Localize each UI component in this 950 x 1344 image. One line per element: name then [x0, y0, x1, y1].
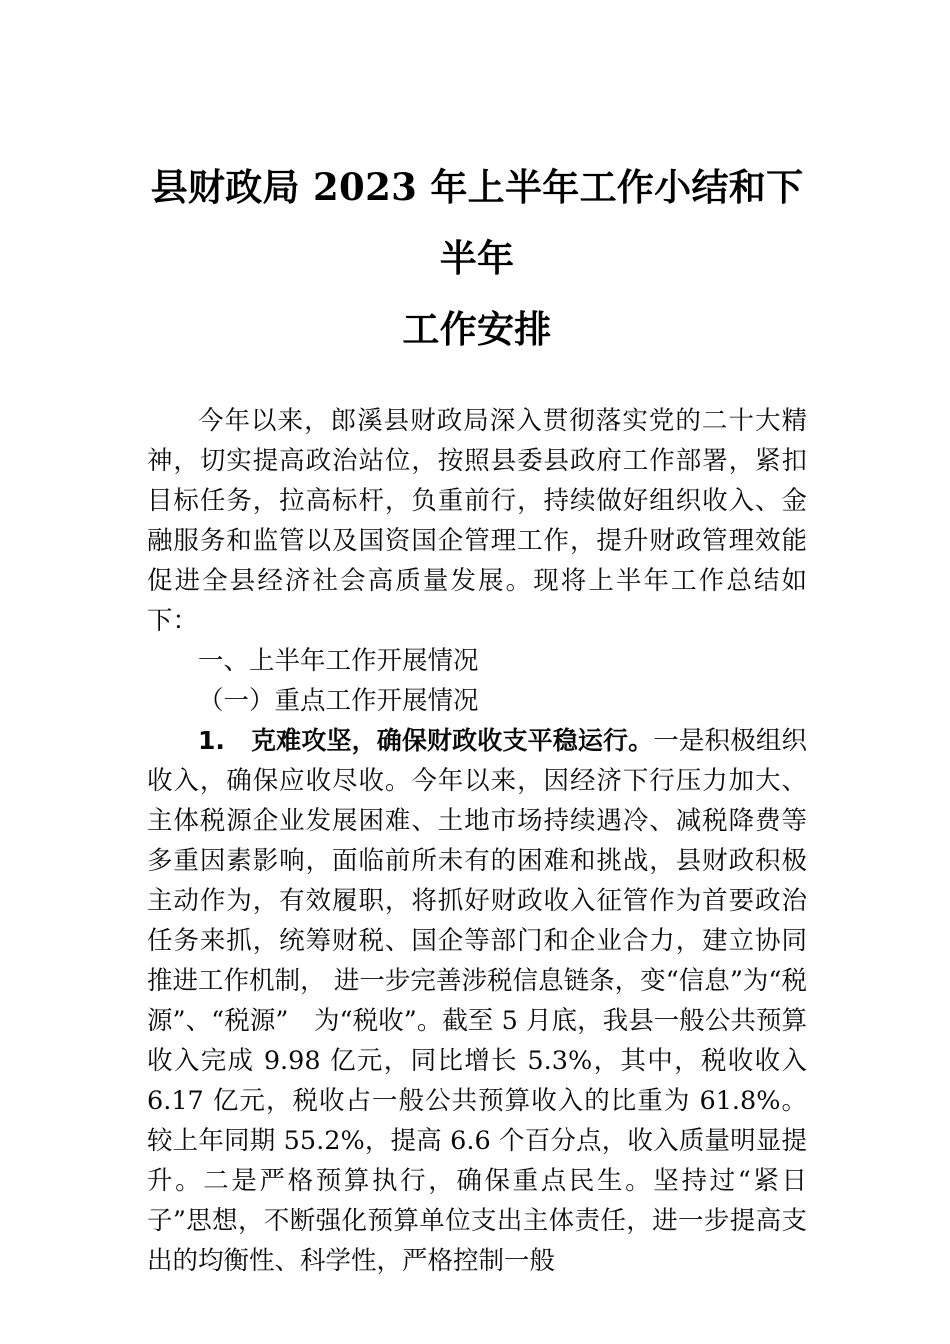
paragraph-intro: 今年以来，郎溪县财政局深入贯彻落实党的二十大精神，切实提高政治站位，按照县委县政府工作部署，紧扣目标任务，拉高标杆，负重前行，持续做好组织收入、金融服务和监管以及国资国企管理工作，提升财政管理效能促进全县经济社会高质量发展。现将上半年工作总结如下：	[147, 406, 807, 636]
document-content-column	[147, 0, 807, 1281]
document-body	[147, 401, 807, 1281]
heading-section-one: 一、上半年工作开展情况	[198, 646, 479, 676]
document-title-line-1: 县财政局 2023 年上半年工作小结和下半年	[150, 165, 804, 280]
paragraph-item-1	[147, 721, 807, 1281]
document-title-line-2: 工作安排	[402, 307, 552, 351]
heading-subsection-one: （一）重点工作开展情况	[198, 686, 479, 716]
item-1-label	[198, 726, 653, 755]
item-1-body-text: 一是积极组织收入，确保应收尽收。今年以来，因经济下行压力加大、主体税源企业发展困难、土地市场持续遇冷、减税降费等多重因素影响，面临前所未有的困难和挑战，县财政积极主动作为，有效履职，将抓好财政收入征管作为首要政治任务来抓，统筹财税、国企等部门和企业合力，建立协同推进工作机制， 进一步完善涉税信息链条，变“信息”为“税源”、“税源” 为“税收”。截至 5 月底，我县一般公共预算收入完成 9.98 亿元，同比增长 5.3%，其中，税收收入 6.17 亿元，税收占一般公共预算收入的比重为 61.8%。较上年同期 55.2%，提高 6.6 个百分点，收入质量明显提升。二是严格预算执行，确保重点民生。坚持过“紧日子”思想，不断强化预算单位支出主体责任，进一步提高支出的均衡性、科学性，严格控制一般	[147, 726, 807, 1276]
document-title	[147, 0, 807, 365]
item-1-number: 1.	[198, 726, 225, 755]
item-1-bold-title: 克难攻坚，确保财政收支平稳运行。	[250, 726, 654, 755]
